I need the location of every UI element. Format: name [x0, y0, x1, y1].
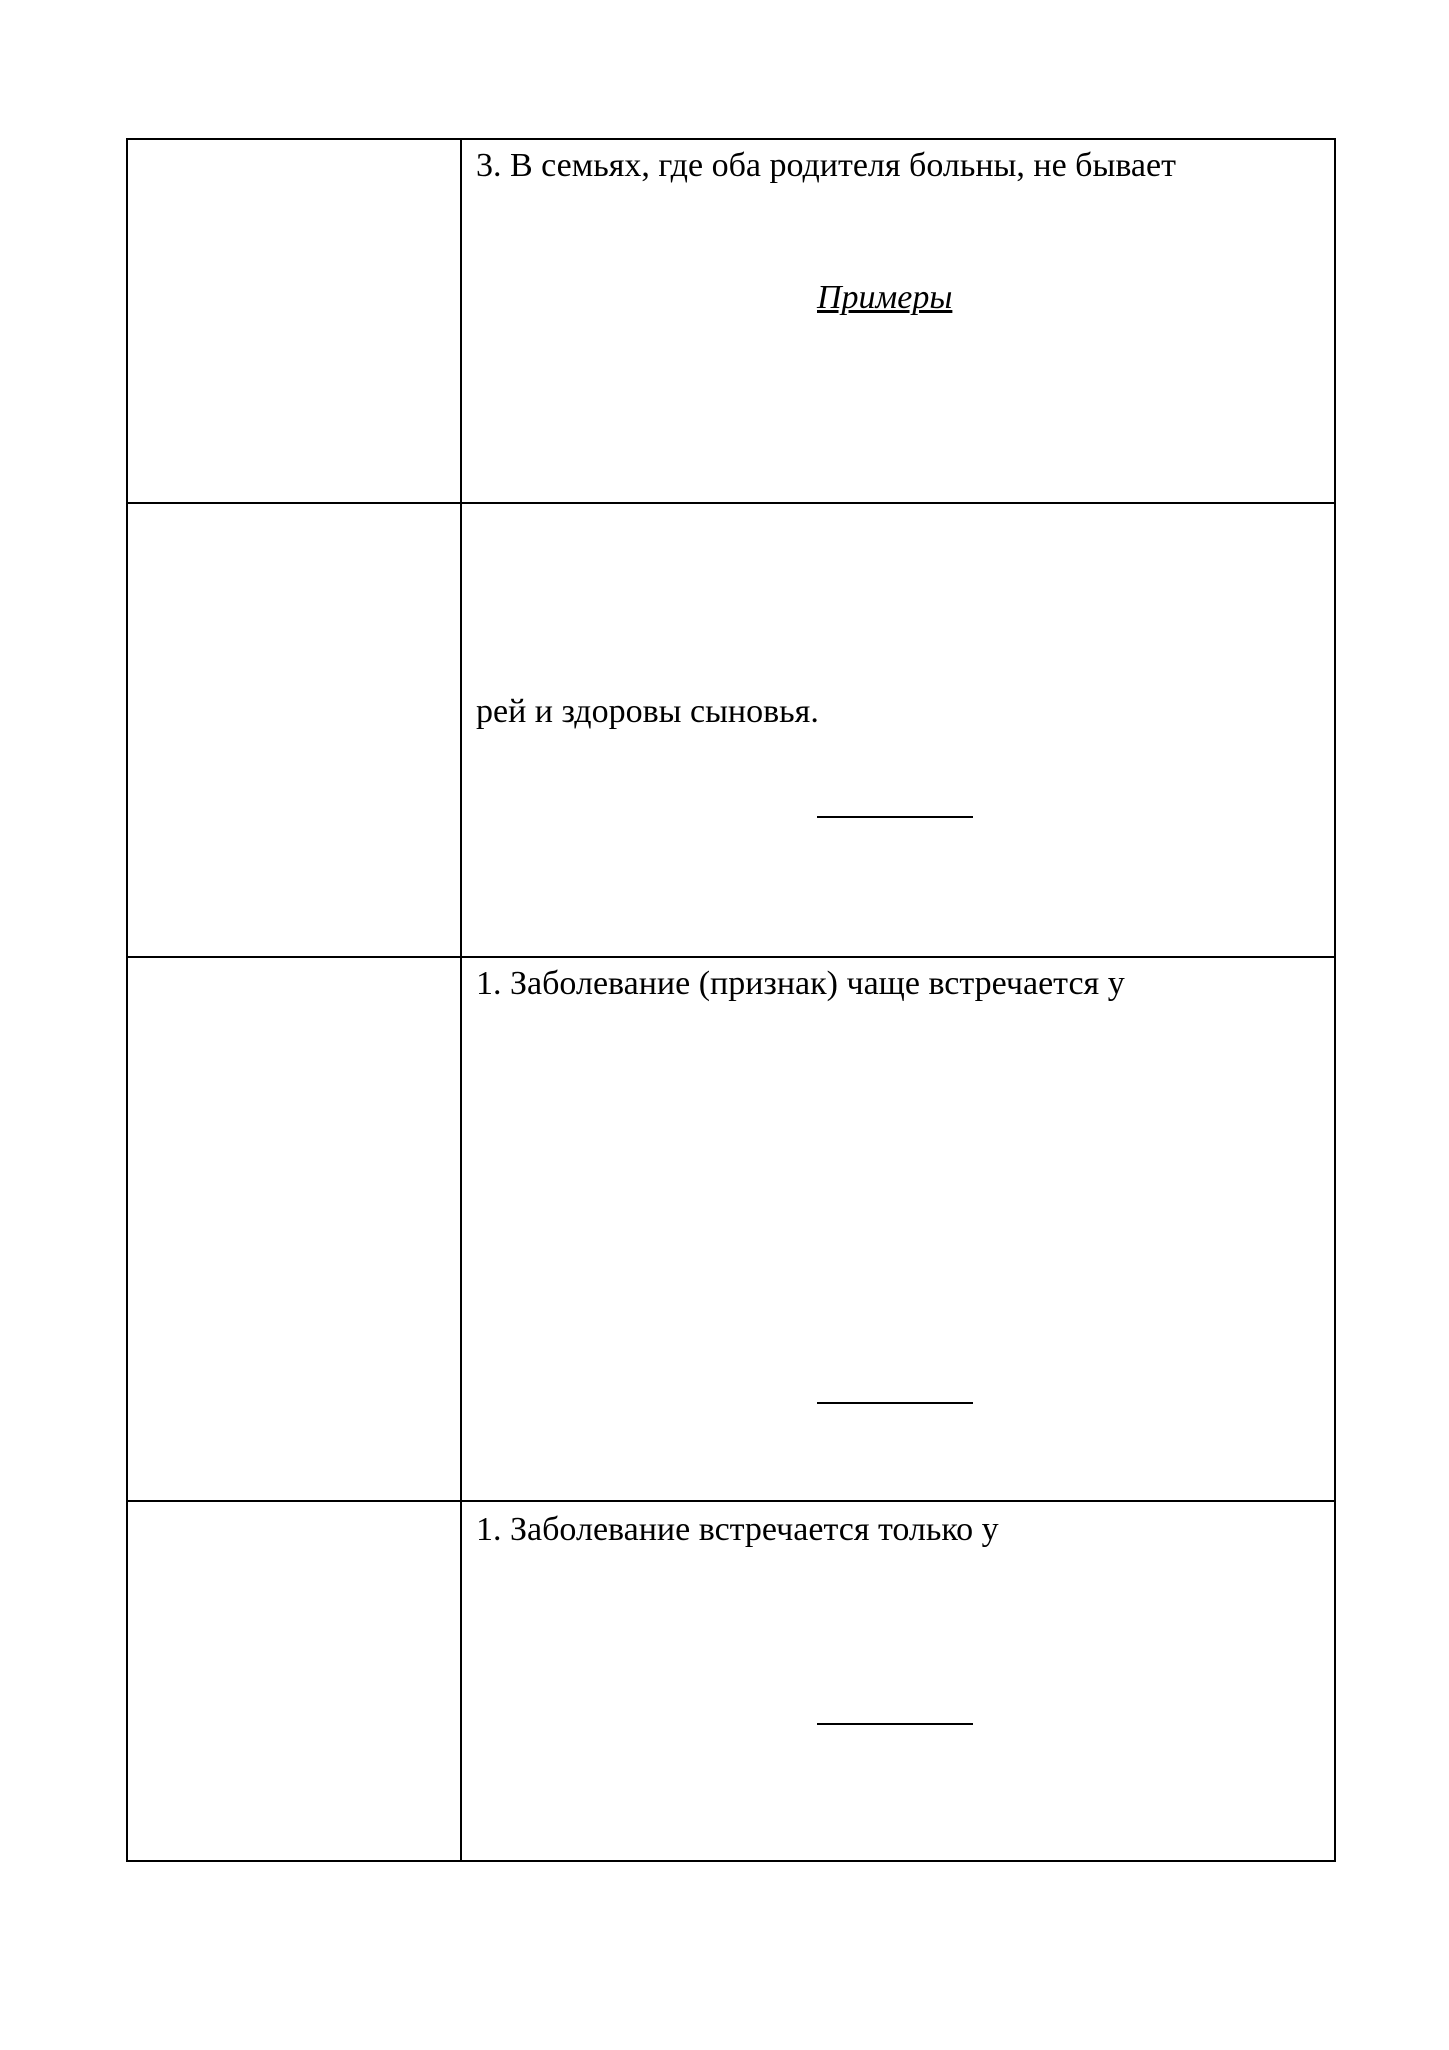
blank-line — [817, 816, 973, 818]
table-row — [127, 139, 1335, 503]
examples-heading: Примеры — [817, 279, 953, 316]
left-cell — [127, 503, 461, 957]
blank-line — [817, 1723, 973, 1725]
table-row — [127, 957, 1335, 1501]
left-cell — [127, 957, 461, 1501]
table-row — [127, 1501, 1335, 1861]
document-table — [126, 138, 1336, 1862]
cell-text: 3. В семьях, где оба родителя больны, не бывает — [476, 147, 1176, 184]
right-cell — [461, 1501, 1335, 1861]
cell-text: рей и здоровы сыновья. — [476, 693, 819, 730]
cell-text: 1. Заболевание встречается только у — [476, 1511, 999, 1548]
right-cell — [461, 503, 1335, 957]
right-cell — [461, 957, 1335, 1501]
left-cell — [127, 139, 461, 503]
blank-line — [817, 1402, 973, 1404]
cell-text: 1. Заболевание (признак) чаще встречается у — [476, 965, 1125, 1002]
right-cell — [461, 139, 1335, 503]
table-row — [127, 503, 1335, 957]
left-cell — [127, 1501, 461, 1861]
